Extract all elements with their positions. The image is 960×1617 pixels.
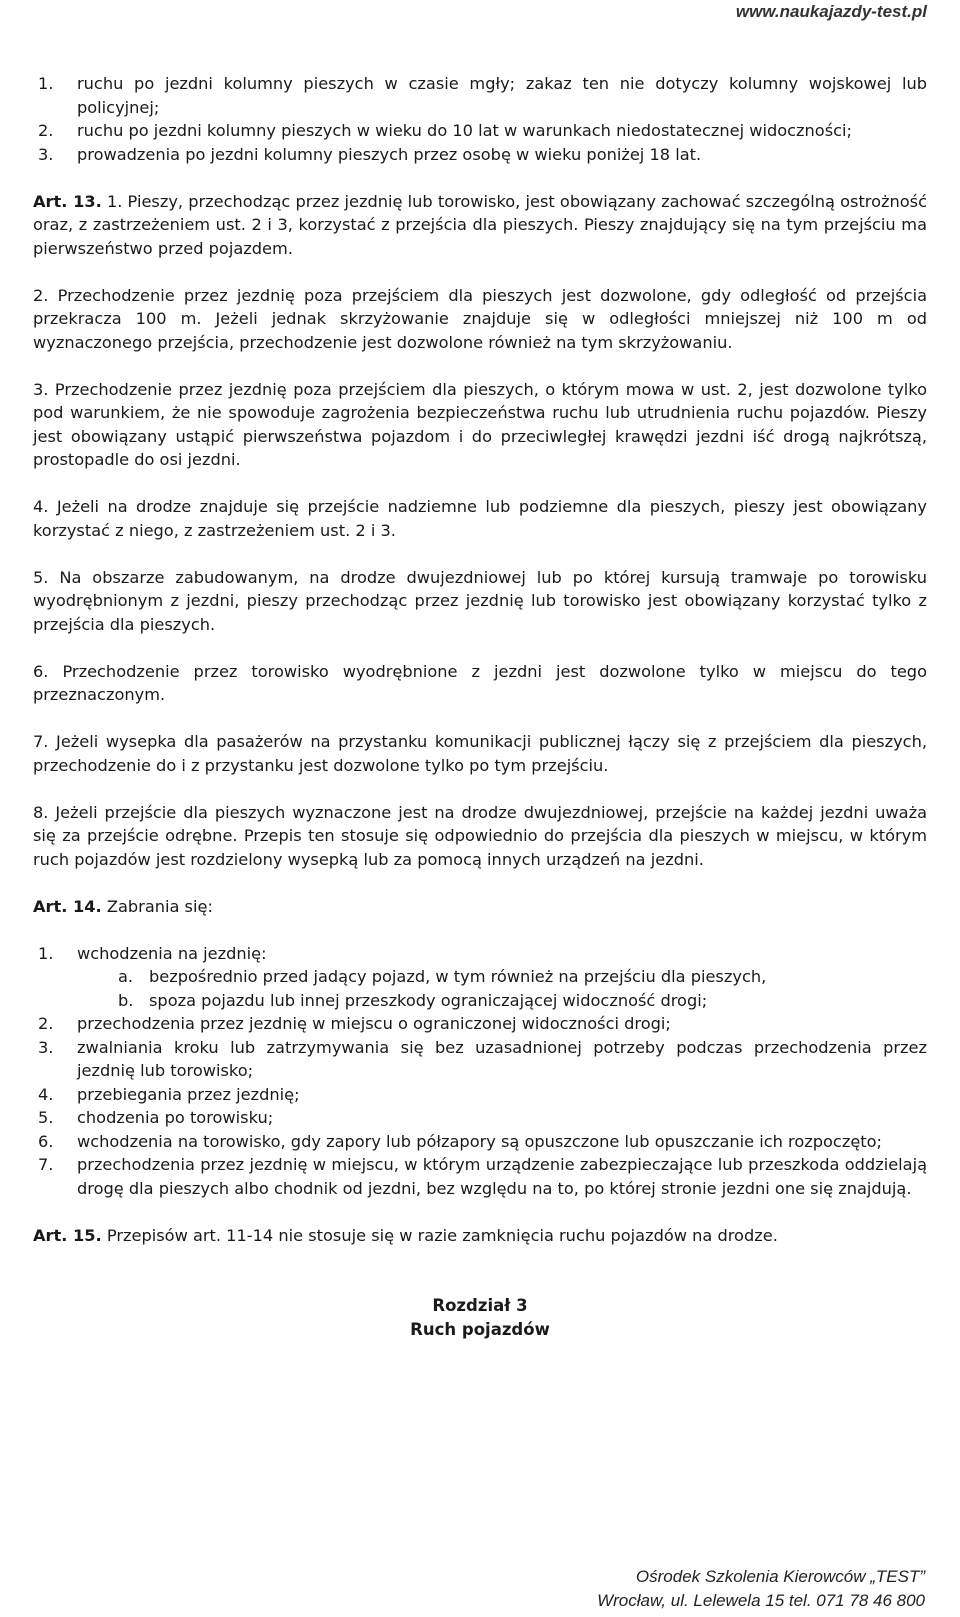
list-item <box>33 119 927 143</box>
art14-intro: Zabrania się: <box>106 896 213 916</box>
art15-paragraph <box>33 1224 927 1248</box>
list-item <box>33 143 927 167</box>
art14-heading <box>33 895 927 919</box>
list-item-number: 1. <box>38 74 54 93</box>
art13-paragraph-4: 4. Jeżeli na drodze znajduje się przejście nadziemne lub podziemne dla pieszych, pieszy jest obowiązany korzystać z niego, z zastrzeżeniem ust. 2 i 3. <box>33 497 927 540</box>
document-body <box>33 72 927 1341</box>
list-item-text: przechodzenia przez jezdnię w miejscu, w którym urządzenie zabezpieczające lub przeszkoda oddzielają drogę dla pieszych albo chodnik od jezdni, bez względu na to, po której stronie jezdni one się znajdują. <box>77 1155 927 1198</box>
art13-paragraph-6: 6. Przechodzenie przez torowisko wyodrębnione z jezdni jest dozwolone tylko w miejscu do tego przeznaczonym. <box>33 661 927 704</box>
list-item-number: 4. <box>38 1084 54 1104</box>
sub-list-item <box>33 965 927 989</box>
sub-item-letter: a. <box>118 967 134 986</box>
art13-p1-text: 1. Pieszy, przechodząc przez jezdnię lub torowisko, jest obowiązany zachować szczególną ostrożność oraz, z zastrzeżeniem ust. 2 i 3, korzystać z przejścia dla pieszych. Pieszy znajdujący się na tym przejściu ma pierwszeństwo przed pojazdem. <box>33 191 927 258</box>
sub-item-letter: b. <box>118 990 134 1010</box>
sub-list-item <box>33 989 927 1013</box>
art13-paragraph-5: 5. Na obszarze zabudowanym, na drodze dwujezdniowej lub po której kursują tramwaje po torowisku wyodrębnionym z jezdni, pieszy przechodząc przez jezdnię lub torowisko jest obowiązany korzystać tylko z przejścia dla pieszych. <box>33 567 927 634</box>
list-item <box>33 1130 927 1154</box>
art14-label: Art. 14. <box>33 896 102 916</box>
art13-paragraph-8: 8. Jeżeli przejście dla pieszych wyznaczone jest na drodze dwujezdniowej, przejście na każdej jezdni uważa się za przejście odrębne. Przepis ten stosuje się odpowiednio do przejścia dla pieszych w miejscu, w którym ruch pojazdów jest rozdzielony wysepką lub za pomocą innych urządzeń na jezdni. <box>33 802 927 869</box>
list-item <box>33 1036 927 1083</box>
list-item-text: przechodzenia przez jezdnię w miejscu o ograniczonej widoczności drogi; <box>77 1014 671 1033</box>
art13-label: Art. 13. <box>33 191 102 211</box>
art15-text: Przepisów art. 11-14 nie stosuje się w razie zamknięcia ruchu pojazdów na drodze. <box>106 1225 778 1245</box>
footer-line-2: Wrocław, ul. Lelewela 15 tel. 071 78 46 800 <box>597 1591 925 1610</box>
list-item-text: zwalniania kroku lub zatrzymywania się bez uzasadnionej potrzeby podczas przechodzenia przez jezdnię lub torowisko; <box>77 1037 927 1080</box>
list-item-number: 3. <box>38 144 54 164</box>
list-item <box>33 1083 927 1107</box>
page-footer <box>597 1565 925 1613</box>
list-item <box>33 1012 927 1036</box>
art13-paragraph-3: 3. Przechodzenie przez jezdnię poza przejściem dla pieszych, o którym mowa w ust. 2, jest dozwolone tylko pod warunkiem, że nie spowoduje zagrożenia bezpieczeństwa ruchu lub utrudnienia ruchu pojazdów. Pieszy jest obowiązany ustąpić pierwszeństwa pojazdom i do przeciwległej krawędzi jezdni iść drogą najkrótszą, prostopadle do osi jezdni. <box>33 379 927 469</box>
art15-label: Art. 15. <box>33 1225 102 1245</box>
list-item-text: przebiegania przez jezdnię; <box>77 1084 300 1104</box>
list-item-text: wchodzenia na jezdnię: <box>77 943 267 963</box>
header-site: www.naukajazdy-test.pl <box>735 2 927 21</box>
list-item-text: ruchu po jezdni kolumny pieszych w wieku do 10 lat w warunkach niedostatecznej widoczności; <box>77 121 852 140</box>
art14-list <box>33 942 927 1201</box>
list-item <box>33 72 927 119</box>
list-item-number: 5. <box>38 1108 54 1127</box>
art13-paragraph-1 <box>33 190 927 261</box>
list-item <box>33 942 927 966</box>
chapter-title: Ruch pojazdów <box>410 1319 550 1339</box>
list-item-text: chodzenia po torowisku; <box>77 1108 274 1127</box>
list-item <box>33 1106 927 1130</box>
list-item-text: wchodzenia na torowisko, gdy zapory lub półzapory są opuszczone lub opuszczanie ich rozpoczęto; <box>77 1131 882 1151</box>
list-item-number: 3. <box>38 1037 54 1057</box>
art13-paragraph-7: 7. Jeżeli wysepka dla pasażerów na przystanku komunikacji publicznej łączy się z przejściem dla pieszych, przechodzenie do i z przystanku jest dozwolone tylko po tym przejściu. <box>33 732 927 775</box>
list-item-text: ruchu po jezdni kolumny pieszych w czasie mgły; zakaz ten nie dotyczy kolumny wojskowej lub policyjnej; <box>77 74 927 117</box>
sub-item-text: bezpośrednio przed jadący pojazd, w tym również na przejściu dla pieszych, <box>149 967 767 986</box>
list-item-number: 7. <box>38 1155 54 1174</box>
list-item-number: 2. <box>38 1014 54 1033</box>
art13-paragraph-2: 2. Przechodzenie przez jezdnię poza przejściem dla pieszych jest dozwolone, gdy odległość od przejścia przekracza 100 m. Jeżeli jednak skrzyżowanie znajduje się w odległości mniejszej niż 100 m od wyznaczonego przejścia, przechodzenie jest dozwolone również na tym skrzyżowaniu. <box>33 285 927 352</box>
intro-list <box>33 72 927 166</box>
list-item-number: 1. <box>38 943 54 963</box>
list-item-number: 2. <box>38 121 54 140</box>
list-item-text: prowadzenia po jezdni kolumny pieszych przez osobę w wieku poniżej 18 lat. <box>77 144 702 164</box>
sub-item-text: spoza pojazdu lub innej przeszkody ograniczającej widoczność drogi; <box>149 990 708 1010</box>
list-item-number: 6. <box>38 1131 54 1151</box>
list-item <box>33 1153 927 1200</box>
chapter-number: Rozdział 3 <box>432 1296 528 1315</box>
footer-line-1: Ośrodek Szkolenia Kierowców „TEST” <box>635 1567 925 1586</box>
